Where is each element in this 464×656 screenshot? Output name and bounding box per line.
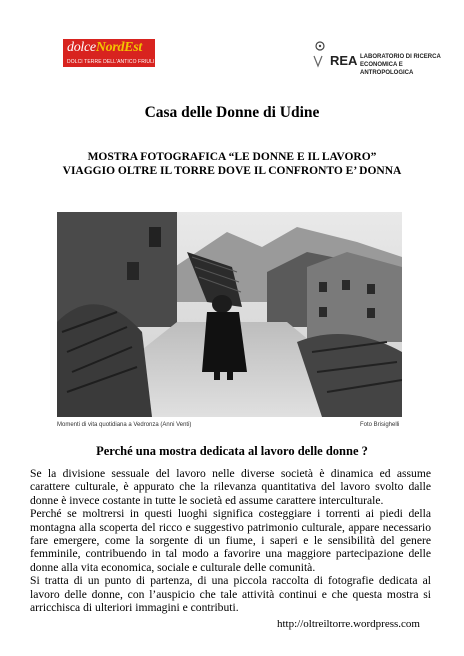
rea-abbreviation: REA: [330, 53, 358, 68]
village-scene-image: [57, 212, 402, 417]
historical-photograph: [57, 212, 402, 417]
subtitle-line-2: VIAGGIO OLTRE IL TORRE DOVE IL CONFRONTO E’ DONNA: [62, 165, 402, 177]
photo-caption: Momenti di vita quotidiana a Vedronza (Anni Venti): [57, 422, 192, 428]
photo-credit: Foto Brisighelli: [360, 422, 400, 428]
section-heading: Perché una mostra dedicata al lavoro delle donne ?: [96, 444, 368, 458]
body-text: [30, 467, 431, 614]
exhibition-subtitle: [0, 150, 464, 178]
dolcenordest-wordmark: dolceNordEst: [67, 40, 142, 55]
dolcenordest-logo: [63, 39, 155, 67]
dolcenordest-tagline: DOLCI TERRE DELL'ANTICO FRIULI: [67, 59, 155, 65]
rea-lab-name: LABORATORIO DI RICERCA ECONOMICA E ANTROPOLOGICA: [360, 54, 441, 76]
paragraph-2: Perché se moltrersi in questi luoghi significa costeggiare i torrenti ai piedi della montagna alla scoperta del ricco e suggestivo patrimonio culturale, appare necessario fare emergere, come la sorgente di un fiume, i saperi e le sensibilità del genere femminile, contribuendo in tal modo a favorire una maggiore partecipazione delle donne alla vita economica, sociale e culturale delle comunità.: [30, 507, 431, 574]
paragraph-1: Se la divisione sessuale del lavoro nelle diverse società è dinamica ed assume carattere culturale, è appurato che la rilevanza quantitativa del lavoro svolto dalle donne è invece costante in tutte le società ed assume carattere interculturale.: [30, 467, 431, 507]
blog-link[interactable]: http://oltreiltorre.wordpress.com: [277, 618, 420, 630]
page-title: Casa delle Donne di Udine: [144, 104, 320, 121]
rea-logo: [312, 40, 452, 80]
paragraph-3: Si tratta di un punto di partenza, di una piccola raccolta di fotografie dedicata al lavoro delle donne, con l’auspicio che tale attività continui e che questa mostra si arricchisca di ulteriori immagini e contributi.: [30, 574, 431, 615]
subtitle-line-1: MOSTRA FOTOGRAFICA “LE DONNE E IL LAVORO”: [87, 151, 377, 163]
